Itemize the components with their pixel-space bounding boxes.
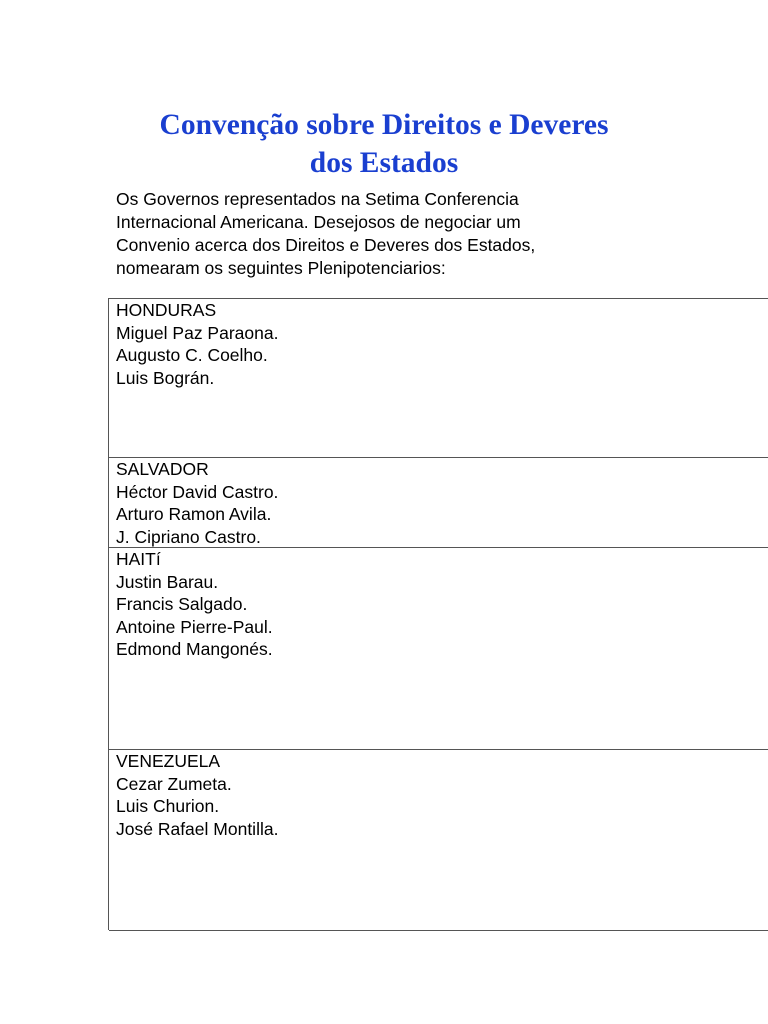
intro-paragraph — [116, 188, 676, 280]
delegate-name: Héctor David Castro. — [116, 481, 279, 502]
delegation-honduras — [109, 299, 768, 458]
delegate-name: J. Cipriano Castro. — [116, 526, 261, 547]
title-line-1: Convenção sobre Direitos e Deveres — [159, 108, 609, 141]
intro-line-4: nomearam os seguintes Plenipotenciarios: — [116, 258, 446, 278]
delegate-name: Miguel Paz Paraona. — [116, 322, 279, 343]
delegate-name: Justin Barau. — [116, 571, 219, 592]
delegation-haiti — [109, 548, 768, 750]
intro-line-2: Internacional Americana. Desejosos de negociar um — [116, 212, 521, 232]
intro-line-1: Os Governos representados na Setima Conferencia — [116, 189, 519, 209]
country-name: HAITí — [116, 549, 161, 569]
delegate-name: Antoine Pierre-Paul. — [116, 616, 273, 637]
intro-line-3: Convenio acerca dos Direitos e Deveres dos Estados, — [116, 235, 536, 255]
delegate-name: Luis Bográn. — [116, 367, 215, 388]
document-title — [0, 106, 768, 182]
plenipotentiaries-table — [108, 298, 768, 930]
delegate-name: Augusto C. Coelho. — [116, 345, 268, 366]
delegation-salvador — [109, 458, 768, 548]
delegation-venezuela — [109, 750, 768, 931]
country-name: SALVADOR — [116, 459, 209, 479]
delegate-name: Francis Salgado. — [116, 594, 248, 615]
country-name: HONDURAS — [116, 300, 217, 320]
country-name: VENEZUELA — [116, 751, 221, 771]
delegate-name: José Rafael Montilla. — [116, 818, 279, 839]
delegate-name: Edmond Mangonés. — [116, 639, 273, 660]
delegate-name: Cezar Zumeta. — [116, 773, 232, 794]
delegate-name: Arturo Ramon Avila. — [116, 504, 272, 525]
delegate-name: Luis Churion. — [116, 796, 220, 817]
title-line-2: dos Estados — [309, 146, 459, 179]
